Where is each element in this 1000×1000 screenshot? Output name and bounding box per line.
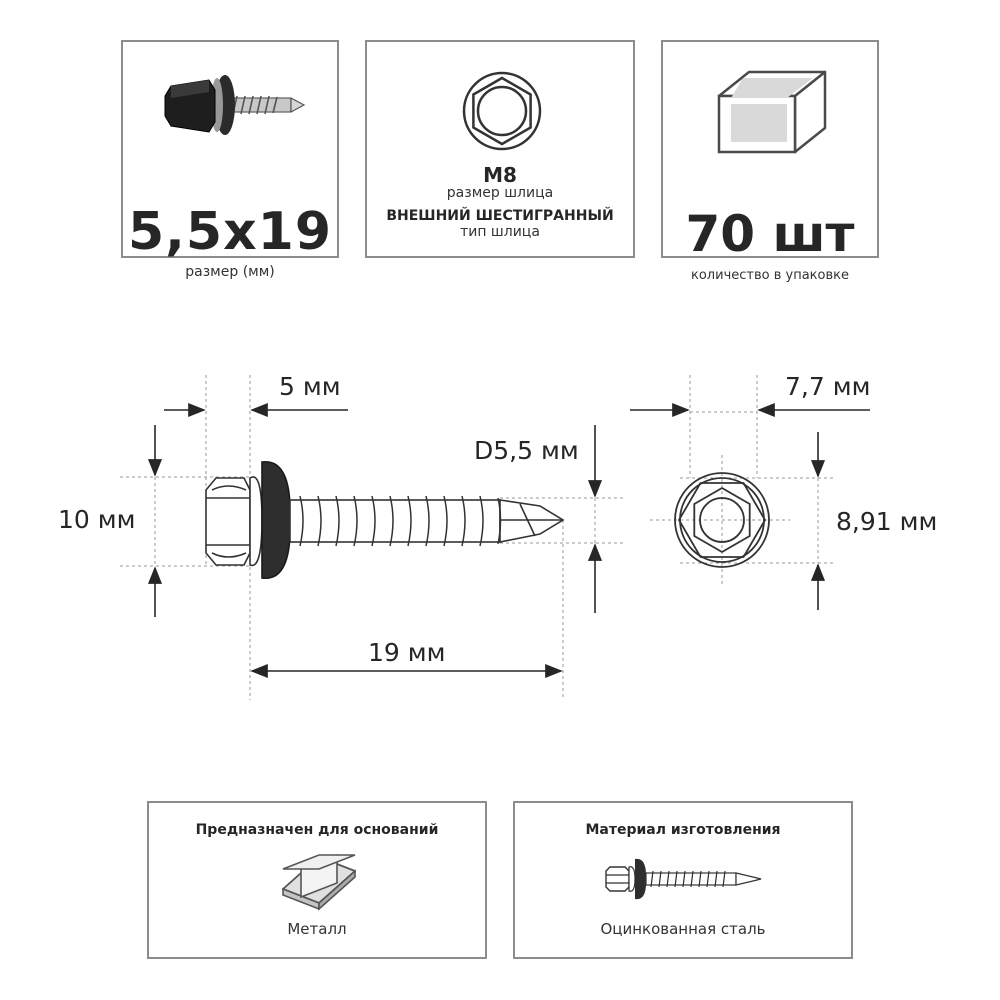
size-value: 5,5x19: [127, 202, 333, 262]
material-value: Оцинкованная сталь: [600, 920, 766, 938]
size-label: размер (мм): [185, 264, 275, 280]
screw-small-icon: [605, 853, 765, 903]
washer-width-label: 7,7 мм: [785, 372, 871, 401]
material-title: Материал изготовления: [585, 822, 781, 838]
drive-type-value: ВНЕШНИЙ ШЕСТИГРАННЫЙ: [386, 208, 614, 224]
quantity-value: 70 шт: [685, 205, 855, 263]
hex-size-label: 8,91 мм: [836, 507, 938, 536]
material-card: [513, 801, 853, 959]
base-card: [147, 801, 487, 959]
diameter-label: D5,5 мм: [474, 436, 579, 465]
screw-side-view: [206, 462, 563, 578]
base-title: Предназначен для оснований: [195, 822, 439, 838]
length-label: 19 мм: [368, 638, 446, 667]
drive-size-value: M8: [483, 163, 517, 187]
base-value: Металл: [287, 920, 347, 938]
head-height-label: 5 мм: [279, 372, 341, 401]
metal-beam-icon: [279, 851, 359, 911]
quantity-label: количество в упаковке: [691, 268, 849, 283]
drive-type-label: тип шлица: [460, 224, 540, 240]
drive-size-label: размер шлица: [446, 185, 554, 201]
head-width-label: 10 мм: [58, 505, 136, 534]
